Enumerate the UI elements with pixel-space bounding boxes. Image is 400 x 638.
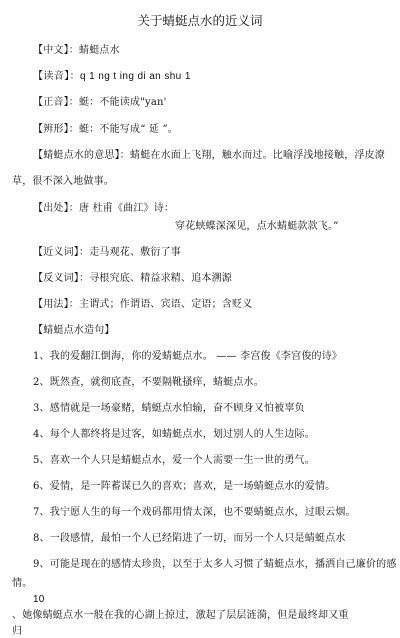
- entry-meaning: 【蜻蜓点水的意思】：蜻蜓在水面上飞翔，触水而过。比喻浮浅地接触，浮皮潦: [33, 150, 385, 161]
- entry-form-distinction: 【辨形】：蜓：不能写成“ 延 ”。: [33, 124, 178, 135]
- entry-antonyms: 【反义词】：寻根究底、精益求精、追本溯源: [33, 273, 232, 284]
- entry-source: 【出处】：唐 杜甫《曲江》诗：: [33, 203, 175, 214]
- example-sentence-3: 3、感情就是一场豪赌，蜻蜓点水怕输，奋不顾身又怕被辜负: [33, 403, 305, 414]
- example-sentence-2: 2、既然查，就彻底查，不要隔靴搔痒，蜻蜓点水。: [33, 377, 264, 388]
- entry-meaning-continuation: 草，很不深入地做事。: [12, 176, 114, 187]
- entry-examples-heading: 【蜻蜓点水造句】: [33, 325, 115, 336]
- example-sentence-9-continuation: 情。: [12, 578, 33, 589]
- example-sentence-5: 5、喜欢一个人只是蜻蜓点水，爱一个人需要一生一世的勇气。: [33, 455, 315, 466]
- document-title: 关于蜻蜓点水的近义词: [137, 13, 263, 28]
- example-sentence-9: 9、可能是现在的感情太珍贵，以至于太多人习惯了蜻蜓点水，播洒自己廉价的感: [33, 559, 397, 570]
- example-sentence-8: 8、一段感情，最怕一个人已经陷进了一切，而另一个人只是蜻蜓点水: [33, 533, 346, 544]
- example-sentence-10-continuation: 归: [12, 626, 23, 637]
- entry-chinese: 【中文】：蜻蜓点水: [33, 45, 120, 56]
- entry-usage: 【用法】：主谓式；作谓语、宾语、定语；含贬义: [33, 299, 253, 310]
- example-sentence-10: 、她像蜻蜓点水一般在我的心湖上掠过，激起了层层涟漪，但是最终却又重: [12, 610, 349, 621]
- entry-correct-pronunciation: 【正音】：蜓：不能读成"yan': [33, 97, 167, 108]
- entry-source-quote: 穿花蛱蝶深深见，点水蜻蜓款款飞。”: [175, 221, 339, 232]
- entry-synonyms: 【近义词】：走马观花、敷衍了事: [33, 247, 181, 258]
- example-sentence-4: 4、每个人都终将是过客，如蜻蜓点水，划过别人的人生边际。: [33, 429, 315, 440]
- example-sentence-10-number: 10: [33, 594, 45, 605]
- entry-pronunciation: 【读音】：q 1 ng t ing di an shu 1: [33, 71, 191, 82]
- example-sentence-6: 6、爱情，是一阵蓄谋已久的喜欢；喜欢，是一场蜻蜓点水的爱情。: [33, 481, 336, 492]
- example-sentence-7: 7、我宁愿人生的每一个戏码都用情太深，也不要蜻蜓点水，过眼云烟。: [33, 507, 356, 518]
- example-sentence-1: 1、我的爱翻江倒海，你的爱蜻蜓点水。 —— 李宫俊《李宫俊的诗》: [33, 351, 343, 362]
